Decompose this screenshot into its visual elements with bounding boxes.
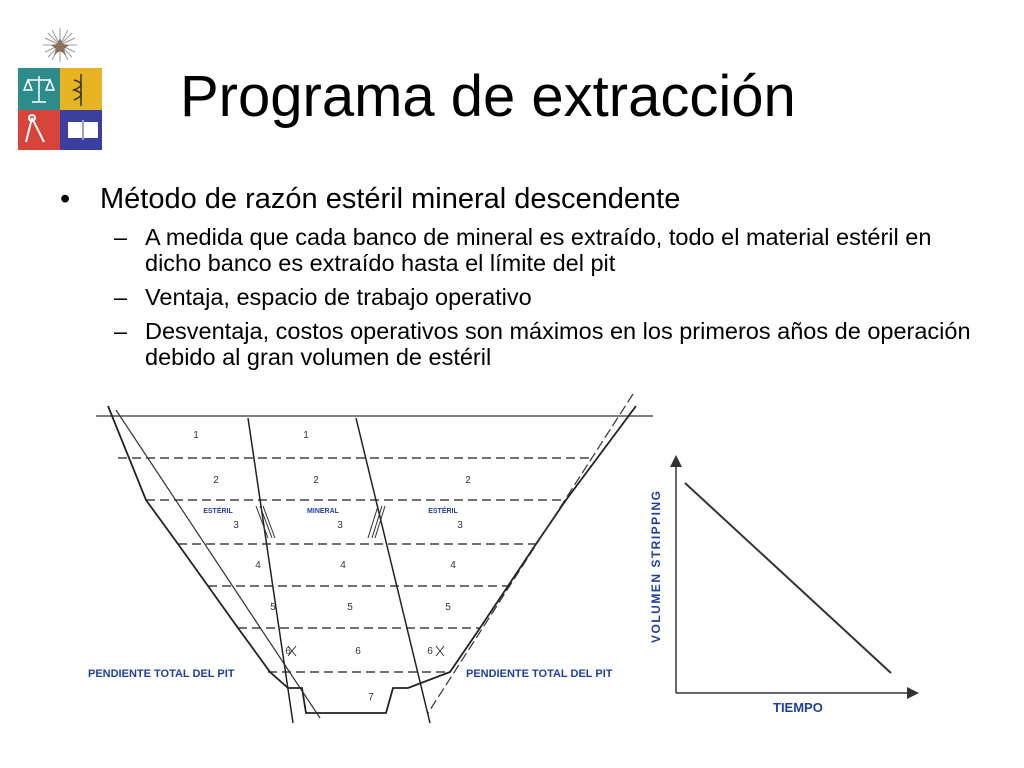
bench-number: 3 [457, 520, 463, 531]
bench-number: 5 [270, 602, 276, 613]
x-axis-label: TIEMPO [773, 700, 823, 715]
zone-label-mineral: MINERAL [307, 508, 339, 515]
dash-icon: – [114, 318, 128, 344]
slide-title: Programa de extracción [180, 64, 796, 129]
bench-number: 5 [347, 602, 353, 613]
bench-number: 2 [313, 475, 319, 486]
university-crest-logo [8, 10, 113, 160]
pit-slope-right [428, 394, 633, 713]
bench-number: 7 [368, 692, 374, 703]
trend-line [685, 483, 891, 673]
sub-bullet-item [60, 284, 990, 310]
pit-slope-markers [288, 646, 444, 656]
slope-label-right: PENDIENTE TOTAL DEL PIT [466, 668, 613, 680]
bench-number: 3 [337, 520, 343, 531]
stripping-volume-graph [638, 455, 923, 720]
dash-icon: – [114, 284, 128, 310]
slope-label-left: PENDIENTE TOTAL DEL PIT [88, 668, 235, 680]
zone-label-esteril-right: ESTÉRIL [428, 508, 458, 515]
bench-number: 2 [213, 475, 219, 486]
bench-number: 6 [427, 646, 433, 657]
bench-number: 1 [193, 430, 199, 441]
zone-label-esteril-left: ESTÉRIL [203, 508, 233, 515]
sub-bullet-item [60, 318, 990, 370]
y-axis-label: VOLUMEN STRIPPING [649, 489, 663, 643]
bullet-dot-icon: • [60, 183, 71, 215]
bench-number: 6 [285, 646, 291, 657]
bench-number: 6 [355, 646, 361, 657]
bullet-item [60, 180, 990, 218]
book-icon [68, 120, 98, 140]
slide-body [60, 180, 990, 378]
sub-bullet-item [60, 224, 990, 276]
bench-number: 1 [303, 430, 309, 441]
bullet-text: Método de razón estéril mineral descendente [100, 183, 681, 215]
bench-number: 4 [255, 560, 261, 571]
pit-bench-diagram [88, 388, 658, 728]
bench-number: 2 [465, 475, 471, 486]
bench-number: 3 [233, 520, 239, 531]
bench-number: 4 [450, 560, 456, 571]
ore-boundary-right [356, 418, 430, 723]
sub-bullet-text: Desventaja, costos operativos son máximos en los primeros años de operación debido al gran volumen de estéril [145, 318, 971, 370]
sub-bullet-text: A medida que cada banco de mineral es extraído, todo el material estéril en dicho banco es extraído hasta el límite del pit [145, 224, 932, 276]
bench-number: 4 [340, 560, 346, 571]
pit-outline [108, 406, 636, 713]
bench-number: 5 [445, 602, 451, 613]
dash-icon: – [114, 224, 128, 250]
sub-bullet-text: Ventaja, espacio de trabajo operativo [145, 284, 532, 310]
